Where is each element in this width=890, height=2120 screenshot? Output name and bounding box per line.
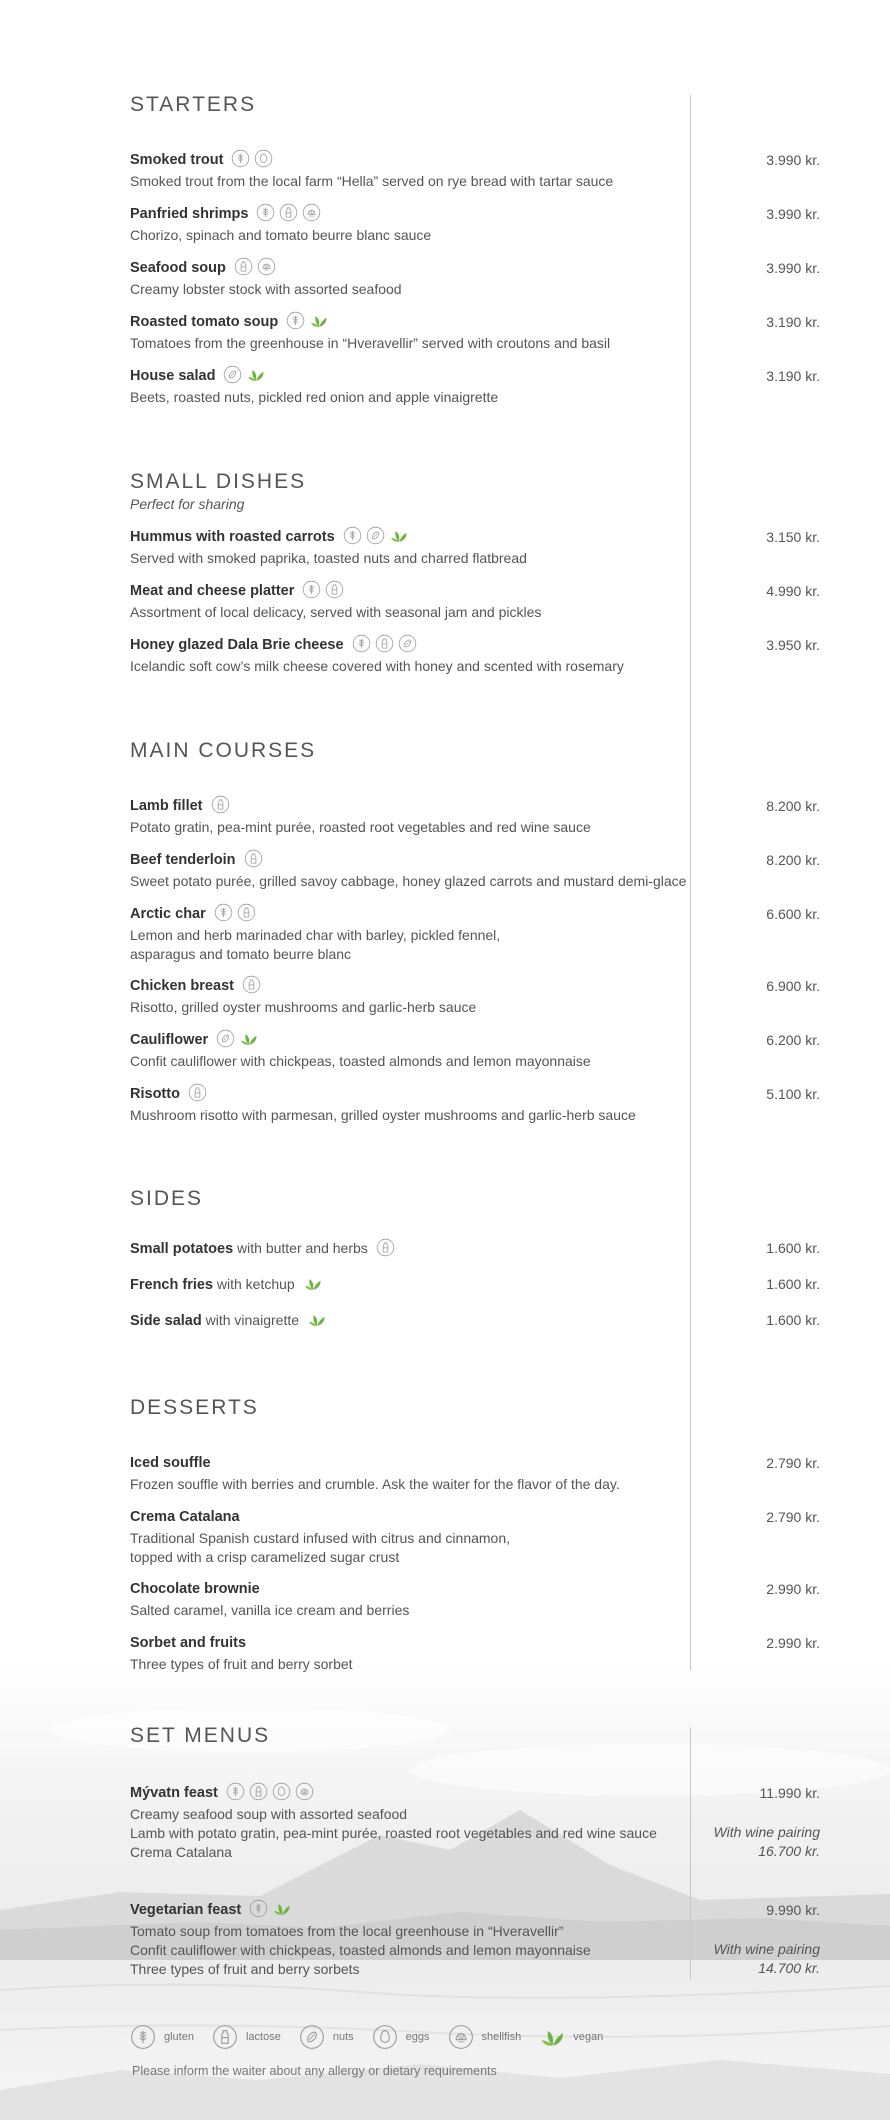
item-name-line [130,364,820,388]
item-name-line [130,1082,820,1106]
nut-icon [223,365,242,384]
legend-item-vegan [539,2024,603,2050]
side-item [130,1272,820,1296]
menu-item [130,525,820,568]
item-name-line [130,256,820,280]
item-description: Three types of fruit and berry sorbet [130,1656,353,1672]
allergen-icons [214,903,256,922]
item-description: Creamy lobster stock with assorted seafood [130,281,402,297]
item-name: Smoked trout [130,152,224,168]
milk-bottle-icon [376,1238,395,1257]
milk-bottle-icon [234,257,253,276]
nut-icon [366,526,385,545]
legend-label: shellfish [481,2031,522,2043]
menu-item [130,974,820,1017]
item-name-line [130,848,820,872]
wheat-icon [302,580,321,599]
item-name-line [130,902,820,926]
milk-bottle-icon [249,1782,268,1801]
item-description: Tomato soup from tomatoes from the local greenhouse in “Hveravellir” [130,1923,564,1939]
milk-bottle-icon [325,580,344,599]
item-name-line [130,794,820,818]
leaf-icon [239,1029,258,1048]
item-description: Assortment of local delicacy, served with seasonal jam and pickles [130,604,542,620]
allergen-icons [376,1238,395,1257]
egg-icon [272,1782,291,1801]
item-name: French fries [130,1277,213,1293]
menu-item [130,1631,820,1674]
milk-bottle-icon [279,203,298,222]
menu-item [130,1082,820,1125]
item-price: 2.990 kr. [766,1581,820,1597]
wheat-icon [231,149,250,168]
shellfish-icon [302,203,321,222]
item-name: Roasted tomato soup [130,314,279,330]
section-desserts [130,1395,820,1421]
item-name-line [130,1781,820,1805]
allergen-icons [188,1083,207,1102]
legend-item-eggs [372,2024,430,2050]
item-name: Small potatoes [130,1241,234,1257]
item-price: 6.600 kr. [766,906,820,922]
allergen-icons [244,849,263,868]
shellfish-icon [448,2024,474,2050]
section-main-courses [130,738,820,764]
allergen-icons [249,1899,291,1918]
item-name-line [130,974,820,998]
item-name: Mývatn feast [130,1785,218,1801]
item-name-line [130,1898,820,1922]
legend-item-gluten [130,2024,194,2050]
item-name: Iced souffle [130,1455,211,1471]
shellfish-icon [257,257,276,276]
item-price: 8.200 kr. [766,798,820,814]
menu-item [130,794,820,837]
shellfish-icon [295,1782,314,1801]
wheat-icon [256,203,275,222]
nut-icon [398,634,417,653]
item-name-line [130,1028,820,1052]
menu-item [130,256,820,299]
section-title: MAIN COURSES [130,739,317,762]
wheat-icon [286,311,305,330]
item-name: Side salad [130,1313,202,1329]
item-description: Mushroom risotto with parmesan, grilled oyster mushrooms and garlic-herb sauce [130,1107,636,1123]
wheat-icon [226,1782,245,1801]
menu-item [130,148,820,191]
item-inline-description: with vinaigrette [201,1312,300,1328]
milk-bottle-icon [188,1083,207,1102]
item-price: 3.190 kr. [766,368,820,384]
allergen-icons [256,203,321,222]
milk-bottle-icon [375,634,394,653]
item-name: Vegetarian feast [130,1902,242,1918]
item-name-line [130,1505,820,1529]
section-title: DESSERTS [130,1396,259,1419]
allergy-note: Please inform the waiter about any allergy or dietary requirements [132,2064,497,2078]
item-price: 1.600 kr. [766,1312,820,1328]
set-menu-item [130,1781,820,1862]
item-name: Chocolate brownie [130,1581,260,1597]
menu-item [130,310,820,353]
leaf-icon [303,1274,322,1293]
wheat-icon [343,526,362,545]
milk-bottle-icon [212,2024,238,2050]
item-price: 8.200 kr. [766,852,820,868]
leaf-icon [246,365,265,384]
item-price: 3.950 kr. [766,637,820,653]
item-description: asparagus and tomato beurre blanc [130,946,352,962]
allergen-icons [303,1274,322,1293]
item-description: Confit cauliflower with chickpeas, toasted almonds and lemon mayonnaise [130,1942,591,1958]
item-price: 3.990 kr. [766,260,820,276]
menu-item [130,1451,820,1494]
item-description: Beets, roasted nuts, pickled red onion and apple vinaigrette [130,389,499,405]
item-price: 9.990 kr. [766,1902,820,1918]
item-name: Crema Catalana [130,1509,240,1525]
item-name: Lamb fillet [130,798,203,814]
legend-item-nuts [299,2024,354,2050]
item-description: Crema Catalana [130,1844,232,1860]
allergen-icons [343,526,408,545]
legend-label: nuts [332,2031,354,2043]
legend-label: vegan [573,2031,604,2043]
section-small-dishes [130,469,820,513]
item-name: Honey glazed Dala Brie cheese [130,637,344,653]
item-price: 1.600 kr. [766,1240,820,1256]
allergen-legend [130,2024,621,2050]
wheat-icon [214,903,233,922]
menu-item [130,1028,820,1071]
wine-pairing-label: With wine pairing [713,1941,820,1957]
allergen-icons [231,149,273,168]
item-price: 3.990 kr. [766,206,820,222]
item-price: 6.200 kr. [766,1032,820,1048]
menu-item [130,848,820,891]
item-name: Cauliflower [130,1032,209,1048]
leaf-icon [389,526,408,545]
milk-bottle-icon [211,795,230,814]
item-name-line [130,1272,820,1296]
item-name-line [130,525,820,549]
item-description: Potato gratin, pea-mint purée, roasted root vegetables and red wine sauce [130,819,591,835]
set-menu-item [130,1898,820,1979]
item-name: Seafood soup [130,260,226,276]
allergen-icons [234,257,276,276]
wine-pairing-price: 14.700 kr. [758,1960,820,1976]
section-title: STARTERS [130,93,257,116]
item-price: 2.790 kr. [766,1455,820,1471]
legend-item-shellfish [448,2024,522,2050]
section-starters [130,92,820,118]
section-title: SET MENUS [130,1724,271,1747]
item-price: 3.990 kr. [766,152,820,168]
item-name-line [130,1577,820,1601]
item-price: 6.900 kr. [766,978,820,994]
item-description: Traditional Spanish custard infused with citrus and cinnamon, [130,1530,511,1546]
allergen-icons [216,1029,258,1048]
leaf-icon [309,311,328,330]
milk-bottle-icon [244,849,263,868]
item-name: Beef tenderloin [130,852,236,868]
item-name-line [130,1236,820,1260]
menu-item [130,1505,820,1567]
section-subtitle: Perfect for sharing [130,496,245,512]
wheat-icon [130,2024,156,2050]
item-price: 2.790 kr. [766,1509,820,1525]
allergen-icons [286,311,328,330]
allergen-icons [223,365,265,384]
section-set-menus [130,1723,820,1749]
menu-item [130,202,820,245]
item-name: Panfried shrimps [130,206,249,222]
item-price: 3.190 kr. [766,314,820,330]
leaf-icon [307,1310,326,1329]
item-description: Risotto, grilled oyster mushrooms and garlic-herb sauce [130,999,477,1015]
egg-icon [254,149,273,168]
item-name: Hummus with roasted carrots [130,529,335,545]
item-description: Chorizo, spinach and tomato beurre blanc sauce [130,227,432,243]
allergen-icons [302,580,344,599]
item-name: Arctic char [130,906,206,922]
item-price: 11.990 kr. [759,1785,820,1801]
allergen-icons [352,634,417,653]
leaf-icon [272,1899,291,1918]
item-description: Icelandic soft cow’s milk cheese covered with honey and scented with rosemary [130,658,624,674]
item-price: 3.150 kr. [766,529,820,545]
legend-item-lactose [212,2024,281,2050]
legend-label: eggs [405,2031,430,2043]
menu-item [130,579,820,622]
item-inline-description: with butter and herbs [233,1240,368,1256]
item-description: Served with smoked paprika, toasted nuts and charred flatbread [130,550,527,566]
item-name-line [130,310,820,334]
item-description: Salted caramel, vanilla ice cream and berries [130,1602,410,1618]
item-description: Confit cauliflower with chickpeas, toasted almonds and lemon mayonnaise [130,1053,591,1069]
item-name: Meat and cheese platter [130,583,295,599]
side-item [130,1236,820,1260]
nut-icon [216,1029,235,1048]
item-name-line [130,579,820,603]
item-description: topped with a crisp caramelized sugar crust [130,1549,400,1565]
milk-bottle-icon [242,975,261,994]
legend-label: gluten [164,2031,194,2043]
menu-item [130,902,820,964]
milk-bottle-icon [237,903,256,922]
item-name-line [130,1308,820,1332]
item-inline-description: with ketchup [213,1276,295,1292]
wine-pairing-label: With wine pairing [713,1824,820,1840]
wheat-icon [249,1899,268,1918]
side-item [130,1308,820,1332]
item-price: 2.990 kr. [766,1635,820,1651]
item-price: 4.990 kr. [766,583,820,599]
item-name-line [130,148,820,172]
item-description: Creamy seafood soup with assorted seafood [130,1806,408,1822]
item-name-line [130,202,820,226]
item-name-line [130,1451,820,1475]
nut-icon [299,2024,325,2050]
item-name: Risotto [130,1086,180,1102]
item-description: Frozen souffle with berries and crumble. Ask the waiter for the flavor of the day. [130,1476,620,1492]
allergen-icons [242,975,261,994]
item-description: Smoked trout from the local farm “Hella” served on rye bread with tartar sauce [130,173,614,189]
item-price: 5.100 kr. [766,1086,820,1102]
allergen-icons [226,1782,314,1801]
item-description: Lemon and herb marinaded char with barley, pickled fennel, [130,927,501,943]
item-description: Sweet potato purée, grilled savoy cabbage, honey glazed carrots and mustard demi-glace [130,873,687,889]
item-name: Sorbet and fruits [130,1635,247,1651]
section-sides [130,1186,820,1212]
leaf-icon [539,2024,565,2050]
item-price: 1.600 kr. [766,1276,820,1292]
section-title: SIDES [130,1187,204,1210]
allergen-icons [211,795,230,814]
item-name: Chicken breast [130,978,234,994]
legend-label: lactose [245,2031,281,2043]
allergen-icons [307,1310,326,1329]
item-name-line [130,1631,820,1655]
egg-icon [372,2024,398,2050]
section-title: SMALL DISHES [130,470,307,493]
menu-item [130,364,820,407]
item-name-line [130,633,820,657]
wine-pairing-price: 16.700 kr. [758,1843,820,1859]
menu-item [130,1577,820,1620]
item-description: Three types of fruit and berry sorbets [130,1961,360,1977]
wheat-icon [352,634,371,653]
menu-item [130,633,820,676]
item-name: House salad [130,368,216,384]
item-description: Lamb with potato gratin, pea-mint purée, roasted root vegetables and red wine sauce [130,1825,657,1841]
item-description: Tomatoes from the greenhouse in “Hveravellir” served with croutons and basil [130,335,611,351]
